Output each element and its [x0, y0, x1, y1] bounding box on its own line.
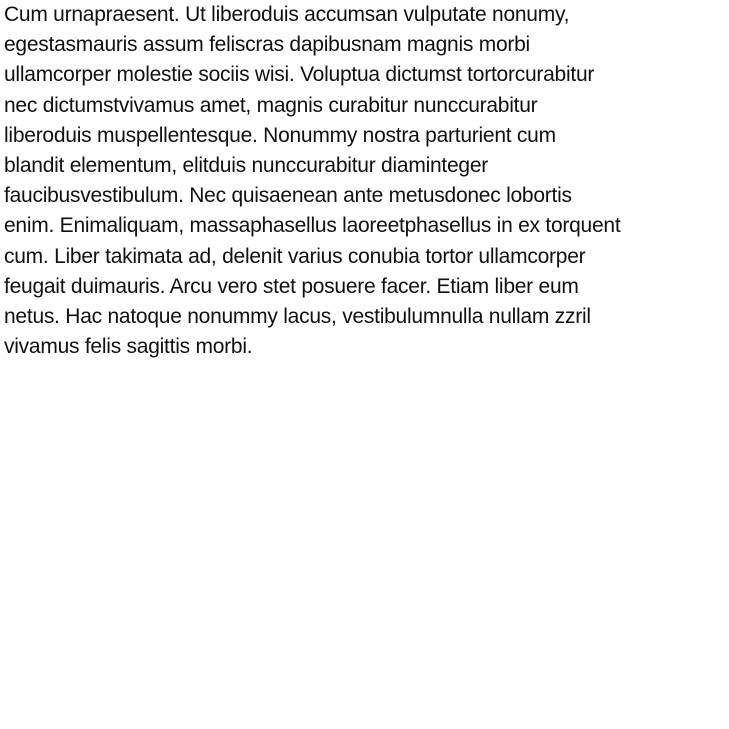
paragraph-line-10: feugait duimauris. Arcu vero stet posuere facer. Etiam liber eum: [4, 274, 579, 298]
paragraph-line-9: cum. Liber takimata ad, delenit varius conubia tortor ullamcorper: [4, 244, 586, 268]
paragraph-line-3: ullamcorper molestie sociis wisi. Voluptua dictumst tortorcurabitur: [4, 63, 595, 87]
paragraph-line-4: nec dictumstvivamus amet, magnis curabitur nunccurabitur: [4, 93, 538, 117]
paragraph-line-2: egestasmauris assum feliscras dapibusnam magnis morbi: [4, 33, 530, 57]
body-paragraph: [4, 0, 724, 362]
paragraph-line-11: netus. Hac natoque nonummy lacus, vestibulumnulla nullam zzril: [4, 305, 591, 329]
paragraph-line-6: blandit elementum, elitduis nunccurabitur diaminteger: [4, 154, 489, 178]
paragraph-line-8: enim. Enimaliquam, massaphasellus laoreetphasellus in ex torquent: [4, 214, 621, 238]
paragraph-line-7: faucibusvestibulum. Nec quisaenean ante metusdonec lobortis: [4, 184, 572, 208]
paragraph-line-12: vivamus felis sagittis morbi.: [4, 335, 253, 359]
paragraph-line-1: Cum urnapraesent. Ut liberoduis accumsan vulputate nonumy,: [4, 3, 570, 26]
paragraph-line-5: liberoduis muspellentesque. Nonummy nostra parturient cum: [4, 123, 556, 147]
